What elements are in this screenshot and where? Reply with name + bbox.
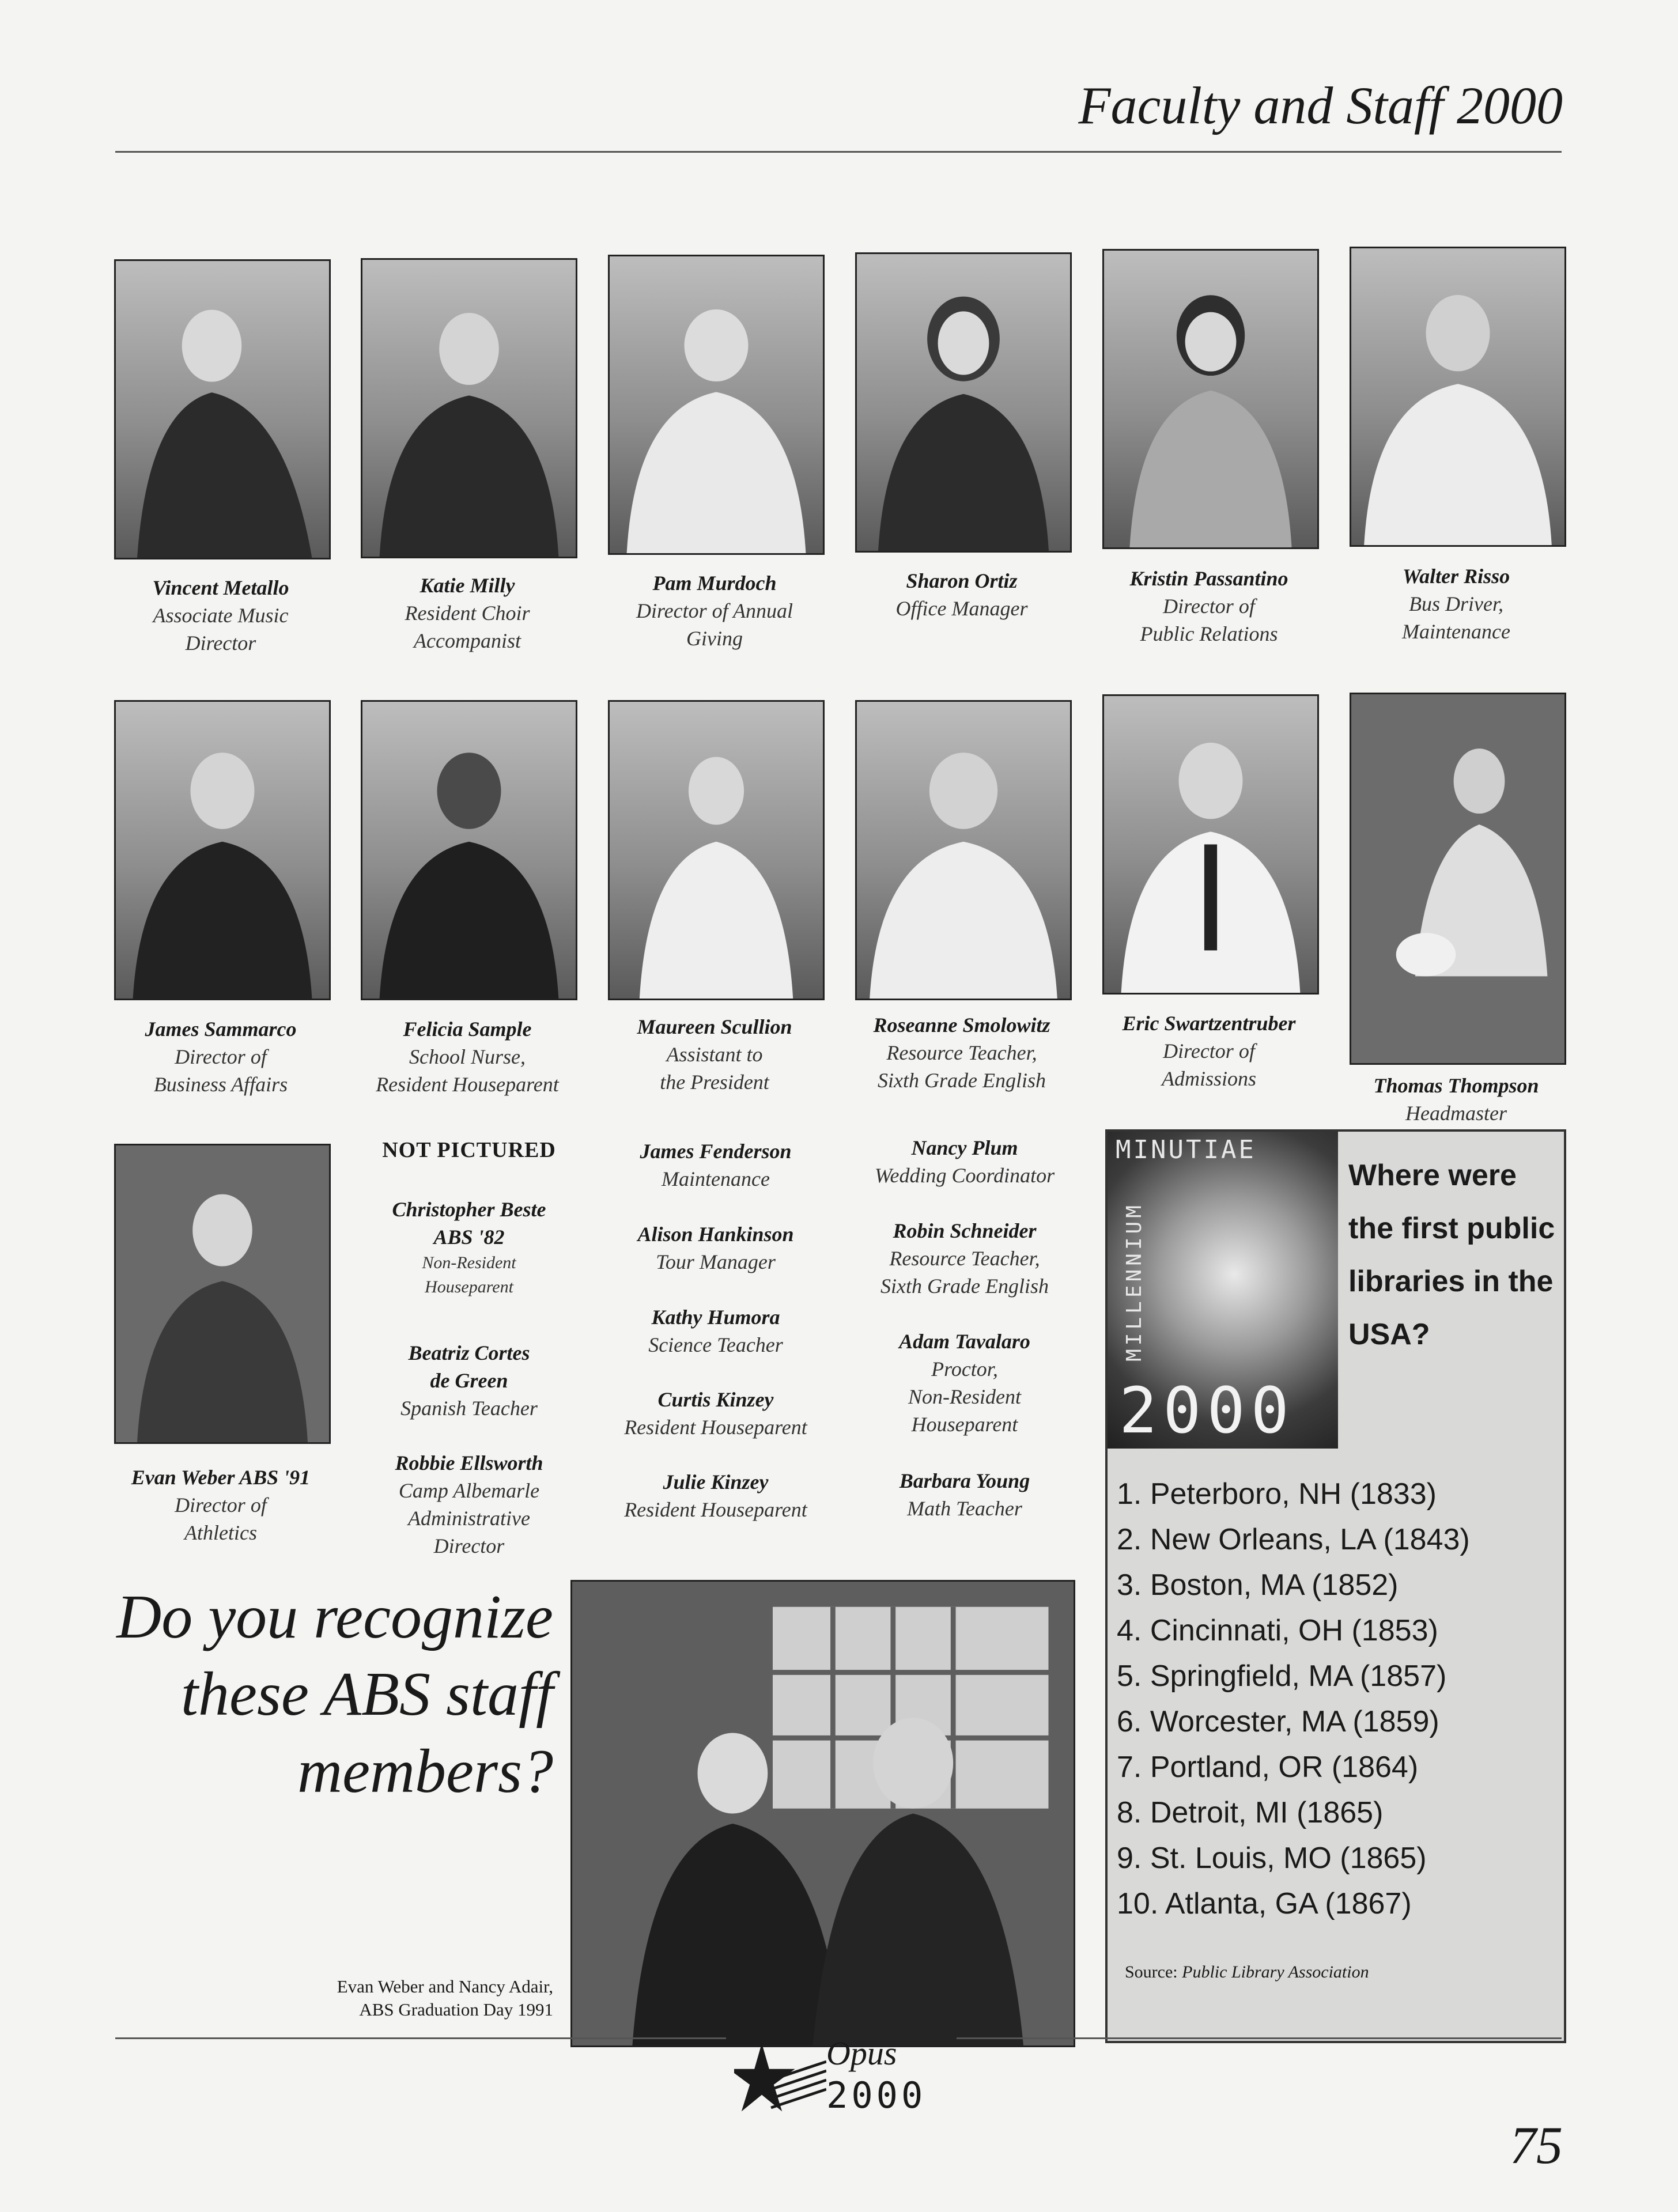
not-pictured-entry: James Fenderson Maintenance [640, 1140, 792, 1190]
staff-name: Roseanne Smolowitz [873, 1014, 1050, 1037]
staff-photo [1350, 693, 1566, 1065]
staff-photo [114, 700, 331, 1000]
graduation-photo [570, 1580, 1075, 2047]
minutiae-box [1105, 1129, 1566, 2043]
header-divider [115, 151, 1562, 153]
staff-photo [1102, 694, 1319, 995]
not-pictured-entry: Nancy Plum Wedding Coordinator [874, 1136, 1055, 1187]
staff-photo [608, 255, 825, 555]
not-pictured-entry: Julie Kinzey Resident Houseparent [624, 1470, 807, 1521]
millennium-minutiae-logo: MINUTIAE MILLENNIUM 2000 [1108, 1132, 1338, 1449]
list-item: 6. Worcester, MA (1859) [1117, 1705, 1439, 1738]
staff-name: Maureen Scullion [637, 1015, 792, 1038]
staff-photo [855, 700, 1072, 1000]
staff-caption: James Sammarco Director of Business Affairs [100, 1015, 342, 1098]
staff-caption: Kristin Passantino Director of Public Relations [1088, 565, 1330, 648]
not-pictured-entry: Beatriz Cortes de Green Spanish Teacher [400, 1341, 538, 1420]
staff-photo [114, 1144, 331, 1444]
list-item: 7. Portland, OR (1864) [1117, 1750, 1419, 1784]
source-note: Source: Public Library Association [1125, 1963, 1369, 1982]
page-title: Faculty and Staff 2000 [1078, 76, 1563, 135]
star-icon [734, 2034, 826, 2126]
staff-name: Katie Milly [419, 574, 515, 597]
staff-photo [361, 700, 577, 1000]
staff-name: Walter Risso [1402, 565, 1510, 588]
list-item: 3. Boston, MA (1852) [1117, 1568, 1399, 1602]
not-pictured-entry: Barbara Young Math Teacher [899, 1469, 1030, 1520]
footer-divider [115, 2037, 726, 2039]
trivia-question: Where were the first public libraries in the USA? [1348, 1159, 1555, 1351]
page-number: 75 [1510, 2116, 1563, 2175]
staff-name: Pam Murdoch [652, 572, 777, 595]
list-item: 4. Cincinnati, OH (1853) [1117, 1614, 1438, 1647]
not-pictured-entry: Robbie Ellsworth Camp Albemarle Administrative Director [395, 1451, 543, 1557]
opus-logo: Opus 2000 [728, 2022, 959, 2138]
staff-caption: Vincent Metallo Associate Music Director [100, 574, 342, 657]
not-pictured-heading: NOT PICTURED [382, 1138, 556, 1162]
staff-name: Eric Swartzentruber [1122, 1012, 1296, 1035]
staff-caption: Thomas Thompson Headmaster [1335, 1072, 1577, 1127]
footer-divider [957, 2037, 1562, 2039]
not-pictured-entry: Alison Hankinson Tour Manager [637, 1223, 794, 1273]
staff-caption: Sharon Ortiz Office Manager [841, 567, 1083, 622]
list-item: 8. Detroit, MI (1865) [1117, 1796, 1384, 1829]
list-item: 9. St. Louis, MO (1865) [1117, 1842, 1427, 1875]
staff-photo [114, 259, 331, 559]
staff-name: Felicia Sample [403, 1018, 532, 1041]
staff-name: Sharon Ortiz [906, 569, 1018, 592]
staff-photo [1102, 249, 1319, 549]
list-item: 2. New Orleans, LA (1843) [1117, 1523, 1470, 1556]
staff-caption: Evan Weber ABS '91 Director of Athletics [100, 1464, 342, 1546]
staff-name: Thomas Thompson [1373, 1074, 1539, 1097]
list-item: 5. Springfield, MA (1857) [1117, 1659, 1447, 1693]
not-pictured-entry: Curtis Kinzey Resident Houseparent [624, 1388, 807, 1439]
staff-name: James Sammarco [145, 1018, 297, 1041]
staff-photo [608, 700, 825, 1000]
not-pictured-entry: Kathy Humora Science Teacher [648, 1306, 783, 1356]
list-item: 10. Atlanta, GA (1867) [1117, 1887, 1412, 1920]
staff-caption: Katie Milly Resident Choir Accompanist [346, 572, 588, 655]
staff-caption: Maureen Scullion Assistant to the President [594, 1013, 836, 1096]
not-pictured-entry: Adam Tavalaro Proctor, Non-Resident Houseparent [899, 1330, 1030, 1436]
recognize-heading: Do you recognize these ABS staff members? [116, 1583, 553, 1806]
not-pictured-entry: Robin Schneider Resource Teacher, Sixth Grade English [880, 1219, 1049, 1298]
staff-caption: Pam Murdoch Director of Annual Giving [594, 569, 836, 652]
staff-name: Evan Weber ABS '91 [131, 1466, 311, 1489]
staff-name: Kristin Passantino [1129, 567, 1288, 590]
staff-caption: Felicia Sample School Nurse, Resident Houseparent [346, 1015, 588, 1098]
staff-caption: Eric Swartzentruber Director of Admissions [1088, 1009, 1330, 1092]
staff-name: Vincent Metallo [152, 576, 289, 599]
staff-photo [1350, 247, 1566, 547]
staff-caption: Walter Risso Bus Driver, Maintenance [1335, 562, 1577, 645]
staff-caption: Roseanne Smolowitz Resource Teacher, Sixth Grade English [841, 1011, 1083, 1094]
staff-photo [855, 252, 1072, 553]
graduation-photo-caption: Evan Weber and Nancy Adair, ABS Graduation Day 1991 [337, 1976, 553, 2020]
answer-list [1117, 1472, 1470, 1927]
not-pictured-entry: Christopher Beste ABS '82 Non-Resident Houseparent [392, 1198, 546, 1296]
staff-photo [361, 258, 577, 558]
list-item: 1. Peterboro, NH (1833) [1117, 1477, 1437, 1511]
